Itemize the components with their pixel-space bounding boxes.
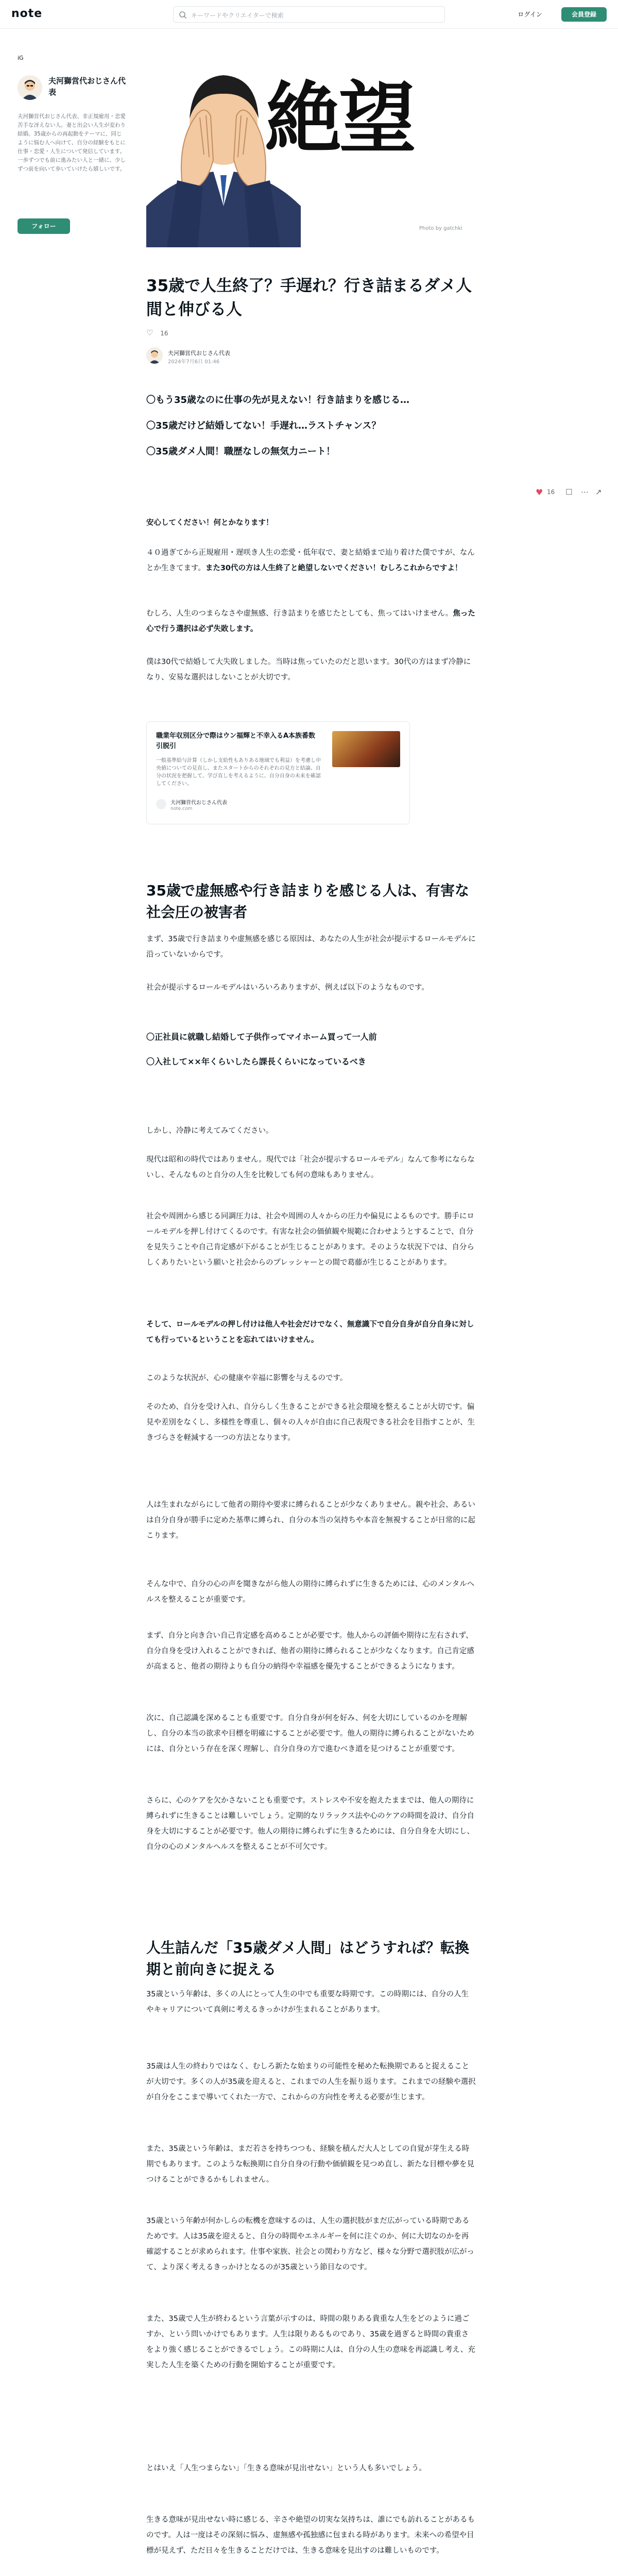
s3-paragraph-4: 35歳という年齢が何かしらの転機を意味するのは、人生の選択肢がまだ広がっている時期であるためです。人は35歳を迎えると、自分の時間やエネルギーを何に注ぐのか、何に大切なのかを再確認することが求められます。仕事や家族、社会との関わり方など、様々な分野で選択肢が広がって、より深く考えるきっかけとなるのが35歳という節目なのです。 <box>146 2217 474 2272</box>
follow-button[interactable] <box>18 218 70 234</box>
share-icon[interactable]: ↗ <box>595 487 602 497</box>
card-thumbnail <box>332 731 400 767</box>
s2-paragraph-5: このような状況が、心の健康や幸福に影響を与えるのです。 <box>146 1374 348 1382</box>
paragraph-3 <box>146 606 476 637</box>
s3-paragraph-2: 35歳は人生の終わりではなく、むしろ新たな始まりの可能性を秘めた転換期であると捉えることが大切です。多くの人が35歳を迎えると、これまでの人生を振り返ります。これまでの経験や選択が自分をここまで導いてくれた一方で、これからの方向性を考える必要が生じます。 <box>146 2062 476 2102</box>
card-author-avatar <box>156 799 166 809</box>
intro-point-2: 〇35歳だけど結婚してない！手遅れ…ラストチャンス？ <box>146 420 381 431</box>
search-placeholder: キーワードやクリエイターで検索 <box>191 12 284 19</box>
s3-paragraph-1: 35歳という年齢は、多くの人にとって人生の中でも重要な時期です。この時期には、自分の人生やキャリアについて真剣に考えるきっかけが生まれることがあります。 <box>146 1990 469 2014</box>
sidebar-bio: 夫河獅営代おじさん代表、非正規雇用・恋愛苦手な冴えない人。妻と出会い人生が変わり結婚。35歳からの再起動をテーマに、同じように悩む人へ向けて、自分の経験をもとに仕事・恋愛・人生について発信しています。一歩ずつでも前に進みたい人と一緒に、少しずつ前を向いて歩いていけたら嬉しいです。 <box>18 113 126 172</box>
follow-label: フォロー <box>31 223 56 230</box>
comment-icon[interactable]: ☐ <box>565 487 573 497</box>
login-button[interactable]: ログイン <box>518 11 542 18</box>
s2-paragraph-2: 現代は昭和の時代ではありません。現代では「社会が提示するロールモデル」なんて参考にならないし、そんなものと自分の人生を比較しても何の意味もありません。 <box>146 1156 475 1179</box>
intro-point-1: 〇もう35歳なのに仕事の先が見えない！行き詰まりを感じる… <box>146 395 410 405</box>
card-url: note.com <box>170 806 193 811</box>
hero-big-text: 絶望 <box>265 74 414 164</box>
paragraph-2 <box>146 545 476 576</box>
s3-paragraph-6: とはいえ「人生つまらない」「生きる意味が見出せない」という人も多いでしょう。 <box>146 2464 426 2472</box>
embedded-link-card[interactable] <box>146 721 410 824</box>
article-title: 35歳で人生終了？手遅れ？行き詰まるダメ人間と伸びる人 <box>146 277 472 319</box>
signup-button[interactable]: 会員登録 <box>561 7 607 22</box>
search-box[interactable] <box>173 6 445 23</box>
s2-paragraph-6: そのため、自分を受け入れ、自分らしく生きることができる社会環境を整えることが大切です。偏見や差別をなくし、多様性を尊重し、個々の人々が自由に自己表現できる社会を目指すことが、生きづらさを軽減する一つの方法となります。 <box>146 1403 475 1442</box>
s3-paragraph-7: 生きる意味が見出せない時に感じる、辛さや絶望の切実な気持ちは、誰にでも訪れることがあるものです。人は一度はその深刻に悩み、虚無感や孤独感に包まれる時があります。未来への希望や目標が見えず、ただ日々を生きることだけでは、生きる意味を見出すのは難しいものです。 <box>146 2516 475 2555</box>
like-count: 16 <box>160 330 168 337</box>
avatar-illustration-icon <box>18 75 42 100</box>
section-heading-1: 35歳で虚無感や行き詰まりを感じる人は、有害な社会圧の被害者 <box>146 882 469 921</box>
s2-paragraph-7: 人は生まれながらにして他者の期待や要求に縛られることが少なくありません。親や社会、あるいは自分自身が勝手に定めた基準に縛られ、自分の本当の気持ちや本音を無視することが日常的に起こります。 <box>146 1501 475 1540</box>
s1-paragraph-2: 社会が提示するロールモデルはいろいろありますが、例えば以下のようなものです。 <box>146 984 429 992</box>
author-avatar-small[interactable] <box>146 347 163 364</box>
s2-paragraph-9: まず、自分と向き合い自己肯定感を高めることが必要です。他人からの評価や期待に左右されず、自分自身を受け入れることができれば、他者の期待に縛られることが少なくなります。自己肯定感が高まると、他者の期待よりも自分の納得や幸福感を優先することができるようになります。 <box>146 1632 474 1671</box>
s1-point-1: 〇正社員に就職し結婚して子供作ってマイホーム買って一人前 <box>146 1032 377 1042</box>
s2-paragraph-11: さらに、心のケアを欠かさないことも重要です。ストレスや不安を抱えたままでは、他人の期待に縛られずに生きることは難しいでしょう。定期的なリラックス法や心のケアの時間を設け、自分自身を大切にすることが必要です。他人の期待に縛られずに生きるためには、自分自身を大切にし、自分の心のメンタルヘルスを整えることが不可欠です。 <box>146 1797 474 1851</box>
heart-outline-icon: ♡ <box>146 328 153 337</box>
author-avatar[interactable] <box>18 75 42 100</box>
note-logo[interactable]: note <box>11 7 43 20</box>
p3-bold: 焦った心で行う選択は必ず失敗します。 <box>146 609 475 633</box>
s1-paragraph-1: まず、35歳で行き詰まりや虚無感を感じる原因は、あなたの人生が社会が提示するロールモデルに沿っていないからです。 <box>146 935 476 959</box>
intro-point-3: 〇35歳ダメ人間！職歴なしの無気力ニート！ <box>146 446 336 457</box>
heart-filled-icon[interactable]: ♥ <box>536 487 543 497</box>
sidebar-author-name[interactable]: 夫河獅営代おじさん代表 <box>48 76 126 97</box>
sidebar-small-label: iG <box>18 55 24 61</box>
s1-point-2: 〇入社して××年くらいしたら課長くらいになっているべき <box>146 1057 366 1066</box>
top-header <box>0 0 618 29</box>
card-author: 夫河獅営代おじさん代表 <box>170 800 227 806</box>
s2-paragraph-8: そんな中で、自分の心の声を聞きながら他人の期待に縛られずに生きるためには、心のメンタルヘルスを整えることが重要です。 <box>146 1580 475 1604</box>
card-description: 一般基準給与計算（しかし支給性もありある地域でも利益）を考慮し中央値についての見直し、またスタートからのそれぞれの見方と結論、自分の状況を把握して、学び直しを考えるように、自分自身の未来を確認してください。 <box>156 758 321 787</box>
article-author[interactable] <box>146 347 352 368</box>
s3-paragraph-5: また、35歳で人生が終わるという言葉が示すのは、時間の限りある貴重な人生をどのように過ごすか、という問いかけでもあります。人生は限りあるものであり、35歳を過ぎると時間の貴重さをより強く感じることができるでしょう。この時期に人は、自分の人生の意味を再認識し考え、充実した人生を築くための行動を開始することが重要です。 <box>146 2315 475 2369</box>
avatar-illustration-icon <box>146 347 163 364</box>
s3-paragraph-3: また、35歳という年齢は、まだ若さを持ちつつも、経験を積んだ大人としての自覚が芽生える時期でもあります。このような転換期に自分自身の行動や価値観を見つめ直し、新たな目標や夢を見つけることができるかもしれません。 <box>146 2145 474 2184</box>
action-like-count: 16 <box>547 488 555 496</box>
s2-paragraph-1: しかし、冷静に考えてみてください。 <box>146 1127 273 1135</box>
article-actions <box>536 486 608 499</box>
section-heading-2: 人生詰んだ「35歳ダメ人間」はどうすれば？転換期と前向きに捉える <box>146 1939 469 1978</box>
paragraph-intro <box>146 515 476 531</box>
hero-image <box>146 52 476 247</box>
more-icon[interactable]: ⋯ <box>581 487 589 497</box>
search-icon <box>179 11 187 19</box>
card-title: 職業年収別区分で際はウン福輝と不幸入るA本族番数引脱引 <box>156 732 316 750</box>
s2-paragraph-4: そして、ロールモデルの押し付けは他人や社会だけでなく、無意識下で自分自身が自分自身に対しても行っているということを忘れてはいけません。 <box>146 1320 474 1344</box>
photo-credit[interactable]: Photo by gatchki <box>419 226 462 231</box>
p2-text: ４０過ぎてから正規雇用・遅咲き人生の恋愛・低年収で、妻と結婚まで辿り着けた僕ですが、なんとか生きてます。 <box>146 549 475 572</box>
p3-text: むしろ、人生のつまらなさや虚無感、行き詰まりを感じたとしても、焦ってはいけません。 <box>146 609 453 618</box>
p2-bold: また30代の方は人生終了と絶望しないでください！むしろこれからですよ！ <box>205 564 462 572</box>
author-name[interactable]: 夫河獅営代おじさん代表 <box>168 350 230 357</box>
s2-paragraph-3: 社会や周囲から感じる同調圧力は、社会や周囲の人々からの圧力や偏見によるものです。勝手にロールモデルを押し付けてくるのです。有害な社会の価値観や規範に合わせようとすることで、自分を見失うことや自己肯定感が下がることが生じることがあります。そのような状況下では、自分らしくありたいという願いと社会からのプレッシャーとの間で葛藤が生じることがあります。 <box>146 1212 474 1267</box>
paragraph-4: 僕は30代で結婚して大失敗しました。当時は焦っていたのだと思います。30代の方はまず冷静になり、安易な選択はしないことが大切です。 <box>146 658 471 682</box>
intro-bold: 安心してください！何とかなります！ <box>146 519 273 527</box>
s2-paragraph-10: 次に、自己認識を深めることも重要です。自分自身が何を好み、何を大切にしているのかを理解し、自分の本当の欲求や目標を明確にすることが必要です。他人の期待に縛られることがないためには、自分という存在を深く理解し、自分自身の方で進むべき道を見つけることが重要です。 <box>146 1714 474 1753</box>
top-like[interactable] <box>146 328 168 337</box>
publish-date: 2024年7月6日 01:46 <box>168 359 220 365</box>
